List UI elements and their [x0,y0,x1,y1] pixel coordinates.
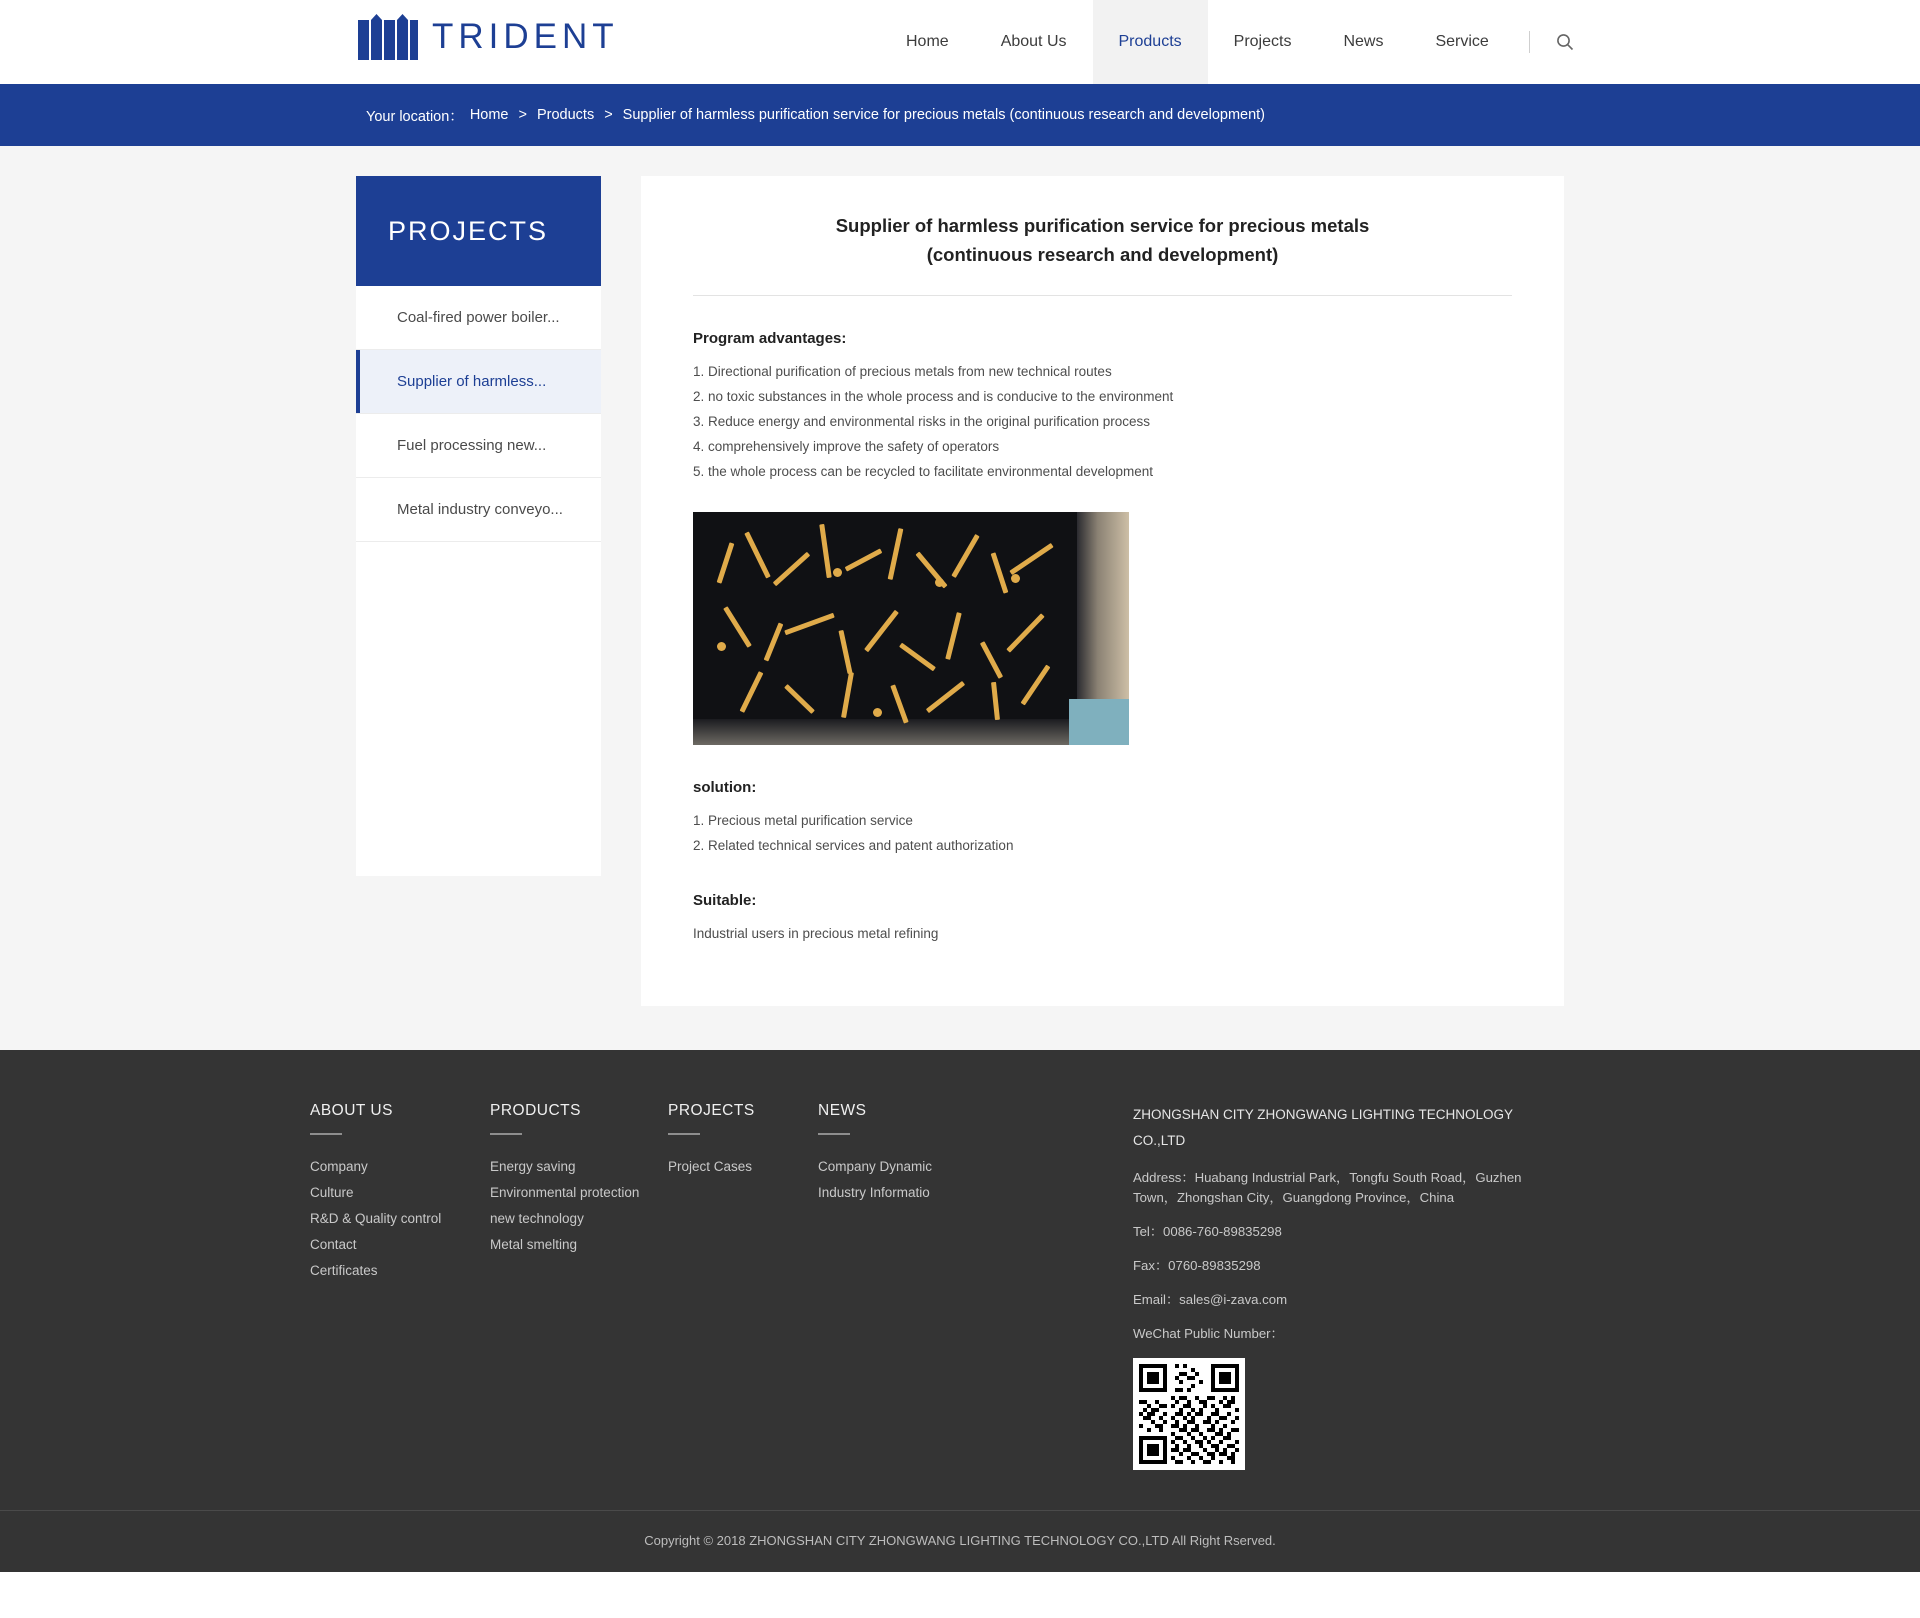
footer-link-project-cases[interactable]: Project Cases [668,1159,753,1175]
footer-column-products [490,1102,668,1258]
advantage-line: 3. Reduce energy and environmental risks in the original purification process [693,414,1150,430]
nav-divider [1529,31,1530,53]
suitable-line: Industrial users in precious metal refining [693,926,939,942]
footer-link-industry-information[interactable]: Industry Informatio [818,1185,930,1201]
footer-rule [668,1133,700,1135]
site-header [0,0,1920,84]
sidebar-item-coal-fired-power-boiler[interactable]: Coal-fired power boiler... [356,286,601,350]
footer-address: Address：Huabang Industrial Park，Tongfu South Road，Guzhen Town，Zhongshan City，Guangdong Province，China [1133,1170,1522,1206]
sidebar-title: PROJECTS [356,176,601,286]
section-heading-suitable: Suitable: [693,892,757,910]
sidebar-item-supplier-of-harmless[interactable]: Supplier of harmless... [356,350,601,414]
footer-link-company-dynamic[interactable]: Company Dynamic [818,1159,933,1175]
advantage-line: 2. no toxic substances in the whole process and is conducive to the environment [693,389,1174,405]
qr-code-icon [1133,1358,1245,1470]
nav-item-products[interactable]: Products [1093,0,1208,84]
footer-link-certificates[interactable]: Certificates [310,1263,378,1279]
copyright-text: Copyright © 2018 ZHONGSHAN CITY ZHONGWANG LIGHTING TECHNOLOGY CO.,LTD All Right Rserved. [0,1510,1920,1548]
section-heading-advantages: Program advantages: [693,330,847,348]
nav-item-home[interactable]: Home [906,33,949,50]
nav-item-about-us[interactable]: About Us [1000,33,1067,50]
footer-column-news [818,1102,1133,1206]
product-photo [693,512,1129,745]
footer-column-projects [668,1102,818,1180]
footer-title-news: NEWS [818,1102,867,1120]
breadcrumb-separator-2: > [604,107,613,123]
footer-link-new-technology[interactable]: new technology [490,1211,584,1227]
footer-link-metal-smelting[interactable]: Metal smelting [490,1237,578,1253]
footer-wechat-label: WeChat Public Number： [1133,1326,1284,1342]
footer-link-rd-quality-control[interactable]: R&D & Quality control [310,1211,442,1227]
footer-email[interactable]: Email：sales@i-zava.com [1133,1292,1288,1308]
logo[interactable] [358,14,619,60]
breadcrumb [366,105,1265,126]
footer-title-about-us: ABOUT US [310,1102,393,1120]
footer-link-culture[interactable]: Culture [310,1185,354,1201]
page-title: Supplier of harmless purification service for precious metals (continuous research and development) [693,212,1512,296]
footer-rule [490,1133,522,1135]
breadcrumb-item-products[interactable]: Products [536,107,595,123]
sidebar [356,176,601,876]
footer-company-name: ZHONGSHAN CITY ZHONGWANG LIGHTING TECHNOLOGY CO.,LTD [1133,1107,1513,1149]
search-icon[interactable] [1544,0,1586,84]
footer-tel: Tel：0086-760-89835298 [1133,1224,1282,1240]
breadcrumb-separator: > [518,107,527,123]
footer-rule [310,1133,342,1135]
breadcrumb-item-home[interactable]: Home [469,107,509,123]
footer-rule [818,1133,850,1135]
solution-line: 1. Precious metal purification service [693,813,913,829]
advantage-line: 5. the whole process can be recycled to facilitate environmental development [693,464,1154,480]
nav-item-projects[interactable]: Projects [1233,33,1292,50]
footer-title-products: PRODUCTS [490,1102,581,1120]
advantage-line: 4. comprehensively improve the safety of operators [693,439,1000,455]
article-content [641,176,1564,1006]
main-nav [880,0,1586,84]
trident-logo-icon [358,14,418,60]
footer-fax: Fax：0760-89835298 [1133,1258,1261,1274]
footer-title-projects: PROJECTS [668,1102,755,1120]
footer-column-about-us [310,1102,490,1284]
sidebar-item-fuel-processing-new[interactable]: Fuel processing new... [356,414,601,478]
footer-company-info [1133,1102,1563,1470]
breadcrumb-item-current: Supplier of harmless purification service for precious metals (continuous research and development) [622,107,1266,123]
breadcrumb-bar [0,84,1920,146]
breadcrumb-prefix: Your location： [366,108,464,125]
photo-water-corner [1069,699,1129,745]
footer-link-contact[interactable]: Contact [310,1237,357,1253]
nav-item-news[interactable]: News [1343,33,1384,50]
footer-link-environmental-protection[interactable]: Environmental protection [490,1185,640,1201]
solution-line: 2. Related technical services and patent authorization [693,838,1014,854]
footer-link-company[interactable]: Company [310,1159,368,1175]
photo-edge-bottom [693,719,1129,745]
site-footer [0,1050,1920,1572]
advantage-line: 1. Directional purification of precious metals from new technical routes [693,364,1112,380]
nav-item-service[interactable]: Service [1435,33,1489,50]
footer-link-energy-saving[interactable]: Energy saving [490,1159,576,1175]
section-heading-solution: solution: [693,779,757,797]
brand-name: TRIDENT [432,17,619,56]
sidebar-item-metal-industry-conveyor[interactable]: Metal industry conveyo... [356,478,601,542]
page-body [0,146,1920,1050]
